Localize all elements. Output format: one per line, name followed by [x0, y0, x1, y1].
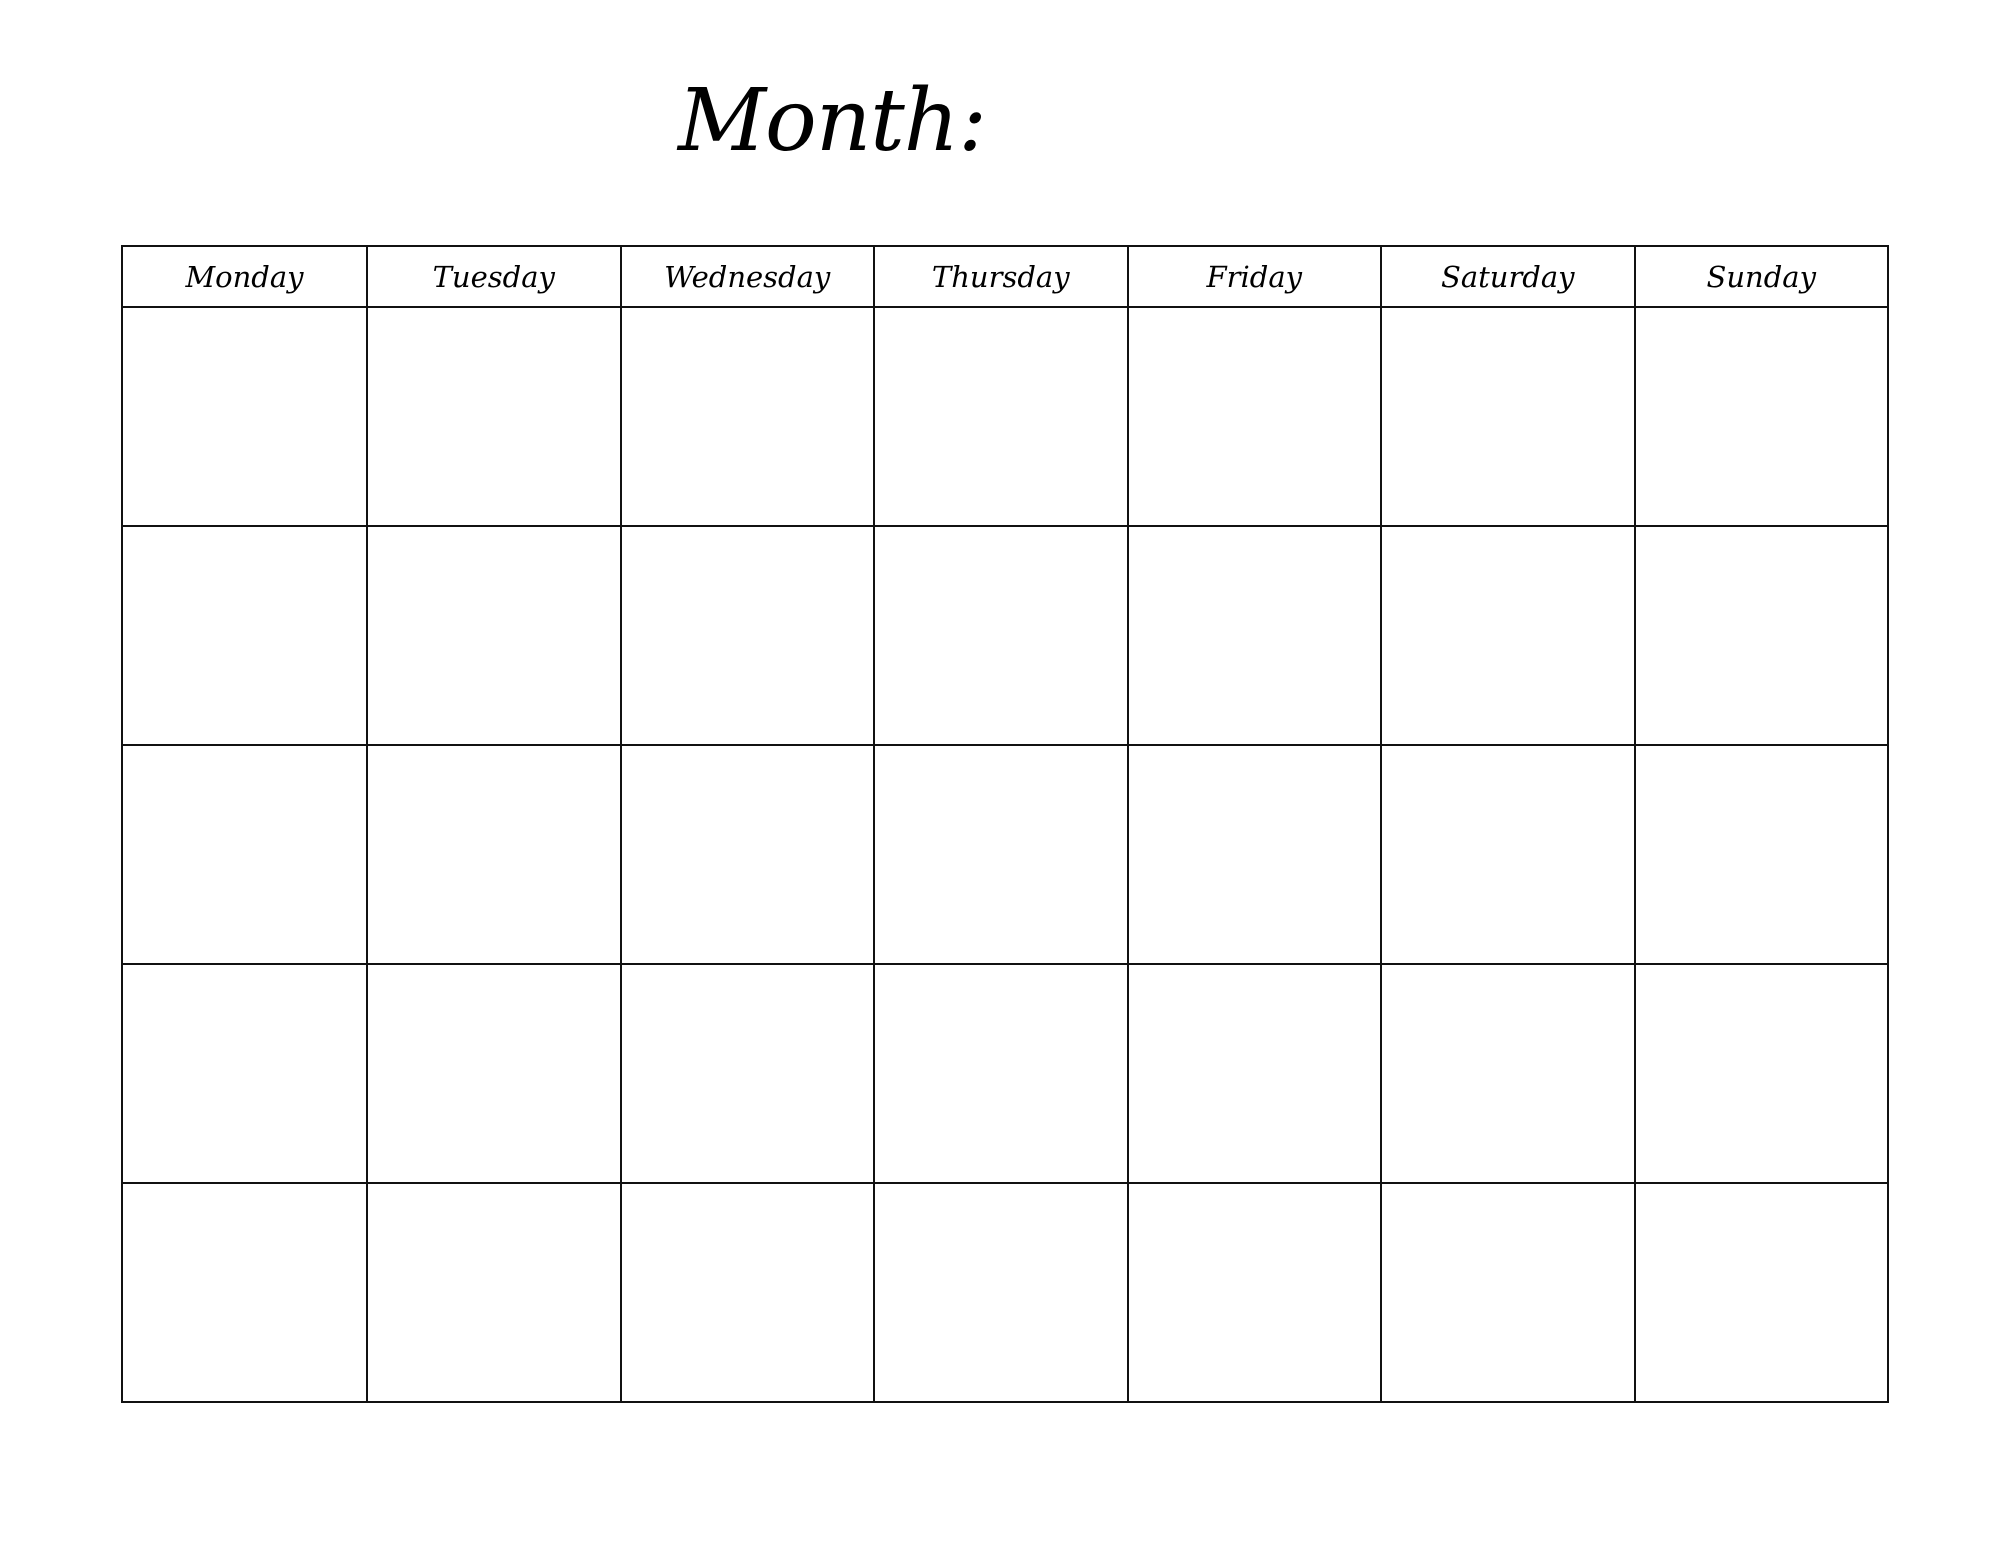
week-row [122, 745, 1888, 964]
day-cell [1128, 745, 1382, 964]
day-cell [1635, 964, 1889, 1183]
calendar-grid [121, 245, 1889, 1403]
weekday-header-saturday: Saturday [1381, 246, 1635, 307]
day-cell [367, 526, 621, 745]
day-cell [1128, 526, 1382, 745]
day-cell [874, 307, 1128, 526]
page-title: Month: [678, 71, 987, 171]
weekday-header-tuesday: Tuesday [367, 246, 621, 307]
day-cell [1128, 307, 1382, 526]
day-cell [874, 964, 1128, 1183]
day-cell [621, 745, 875, 964]
weekday-header-row [122, 246, 1888, 307]
day-cell [122, 526, 367, 745]
day-cell [122, 964, 367, 1183]
weekday-header-friday: Friday [1128, 246, 1382, 307]
day-cell [874, 526, 1128, 745]
day-cell [1381, 307, 1635, 526]
day-cell [1635, 307, 1889, 526]
week-row [122, 526, 1888, 745]
day-cell [122, 1183, 367, 1402]
week-row [122, 964, 1888, 1183]
day-cell [1635, 526, 1889, 745]
day-cell [621, 526, 875, 745]
week-row [122, 307, 1888, 526]
day-cell [367, 1183, 621, 1402]
day-cell [122, 745, 367, 964]
weekday-header-thursday: Thursday [874, 246, 1128, 307]
day-cell [1381, 745, 1635, 964]
day-cell [621, 964, 875, 1183]
week-row [122, 1183, 1888, 1402]
day-cell [367, 964, 621, 1183]
day-cell [367, 745, 621, 964]
day-cell [1381, 964, 1635, 1183]
weekday-header-wednesday: Wednesday [621, 246, 875, 307]
day-cell [1381, 526, 1635, 745]
day-cell [874, 1183, 1128, 1402]
day-cell [1381, 1183, 1635, 1402]
day-cell [1635, 745, 1889, 964]
day-cell [1128, 1183, 1382, 1402]
day-cell [621, 1183, 875, 1402]
day-cell [874, 745, 1128, 964]
day-cell [621, 307, 875, 526]
weekday-header-monday: Monday [122, 246, 367, 307]
day-cell [1128, 964, 1382, 1183]
day-cell [122, 307, 367, 526]
weekday-header-sunday: Sunday [1635, 246, 1889, 307]
day-cell [367, 307, 621, 526]
day-cell [1635, 1183, 1889, 1402]
